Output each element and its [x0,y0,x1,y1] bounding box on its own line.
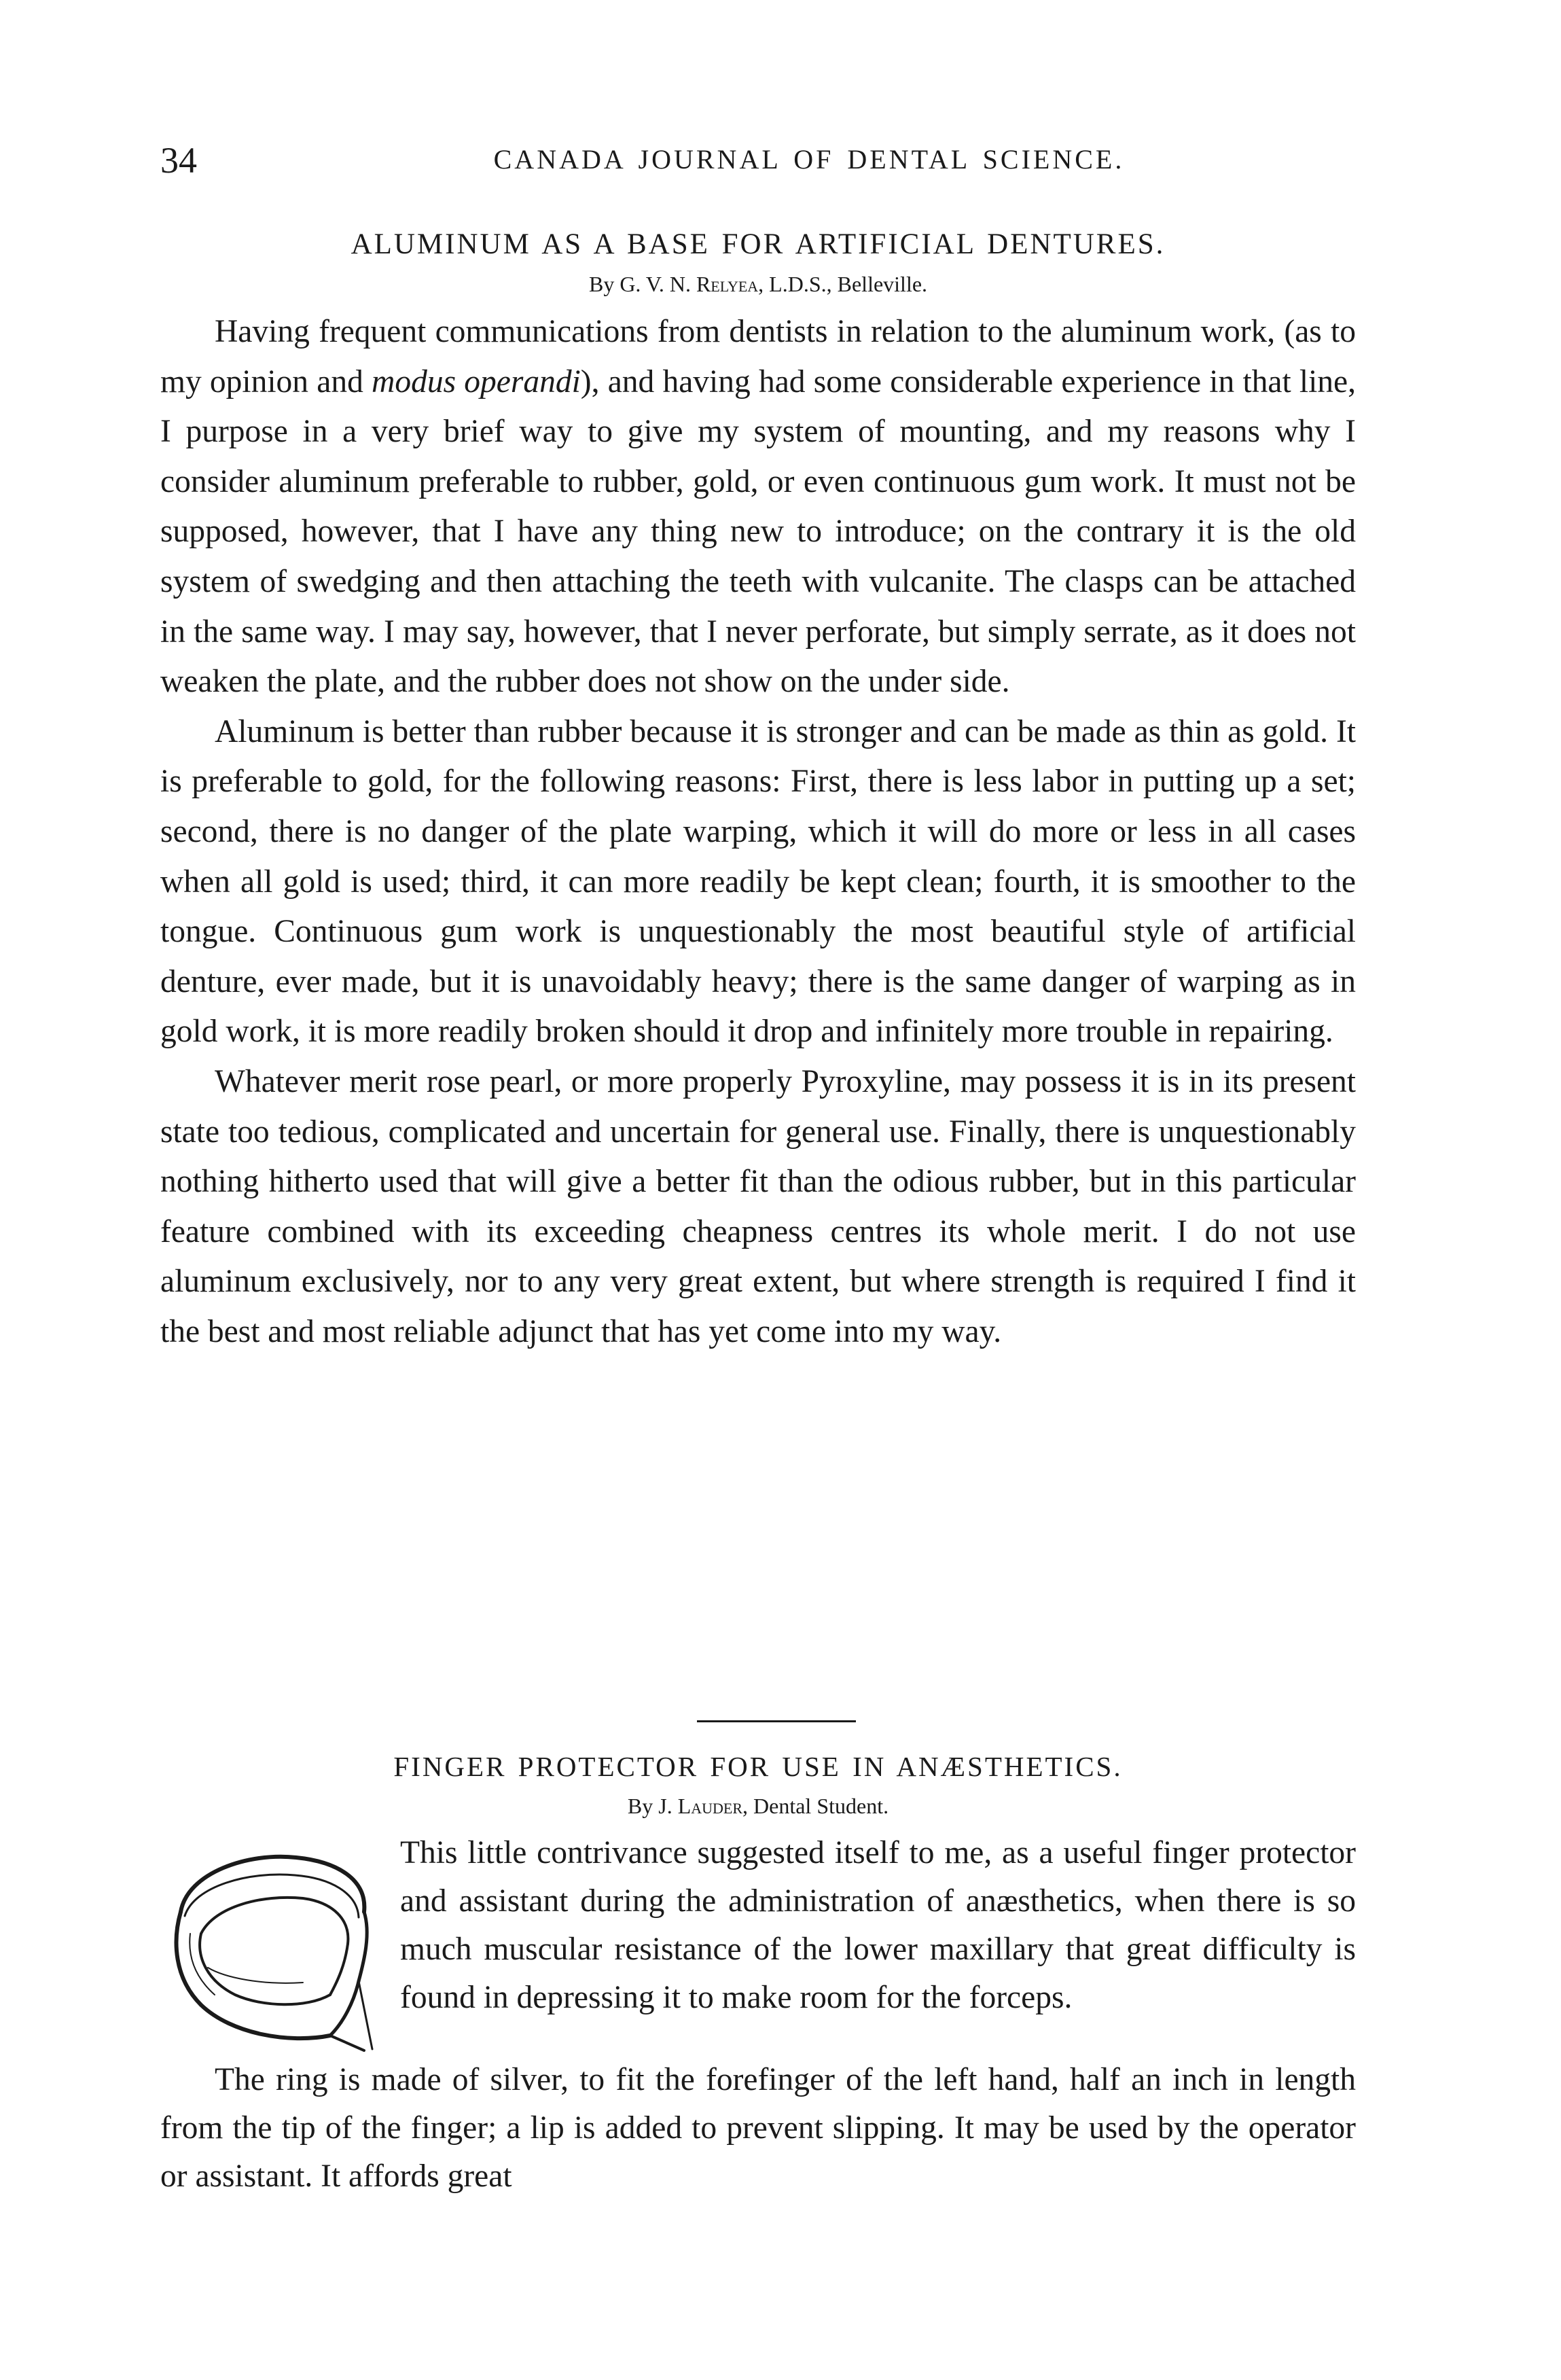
article-title: FINGER PROTECTOR FOR USE IN ANÆSTHETICS. [393,1751,1123,1782]
article-title: ALUMINUM AS A BASE FOR ARTIFICIAL DENTURES. [351,228,1166,260]
article-finger-protector [160,1746,1356,2201]
page-number: 34 [160,140,197,181]
article-body [160,307,1356,1357]
author-name: G. V. N. Relyea [620,272,759,296]
byline-prefix: By J. [627,1794,678,1818]
byline-suffix: , Dental Student. [742,1794,889,1818]
article-body [160,1829,1356,2201]
running-head [160,139,1356,180]
paragraph-text: Having frequent communications from dentists in relation to the aluminum work, (as to my opinion and [160,314,1356,399]
byline-prefix: By [588,272,620,296]
paragraph: Whatever merit rose pearl, or more properly Pyroxyline, may possess it is in its present state too tedious, complicated and uncertain for general use. Finally, there is unquestionably nothing hitherto used that will give a better fit than the odious rubber, but in this particular feature combined with its exceeding cheapness centres its whole merit. I do not use aluminum exclusively, nor to any very great extent, but where strength is required I find it the best and most reliable adjunct that has yet come into my way. [160,1063,1356,1349]
article-byline [160,1787,1356,1825]
author-name: Lauder [677,1794,743,1818]
finger-ring-illustration [160,1832,388,2056]
ring-icon [160,1832,388,2056]
paragraph [160,307,1356,707]
article-aluminum-dentures [160,224,1356,1357]
italic-phrase: modus operandi [372,363,581,399]
paragraph: The ring is made of silver, to fit the forefinger of the left hand, half an inch in length from the tip of the finger; a lip is added to prevent slipping. It may be used by the operator or assistant. It affords great [160,2062,1356,2194]
section-divider [697,1720,856,1722]
journal-title: CANADA JOURNAL OF DENTAL SCIENCE. [493,144,1125,175]
paragraph: This little contrivance suggested itself to me, as a useful finger protector and assistant during the administration of anæsthetics, when there is so much muscular resistance of the lower maxillary that great difficulty is found in depressing it to make room for the forceps. [400,1835,1356,2015]
paragraph-text: ), and having had some considerable experience in that line, I purpose in a very brief way to give my system of mounting, and my reasons why I consider aluminum preferable to rubber, gold, or even continuous gum work. It must not be supposed, however, that I have any thing new to introduce; on the contrary it is the old system of swedging and then attaching the teeth with vulcanite. The clasps can be attached in the same way. I may say, however, that I never perforate, but simply serrate, as it does not weaken the plate, and the rubber does not show on the under side. [160,363,1356,700]
article-byline [160,265,1356,303]
byline-suffix: , L.D.S., Belleville. [758,272,928,296]
paragraph: Aluminum is better than rubber because it is stronger and can be made as thin as gold. It is preferable to gold, for the following reasons: First, there is less labor in putting up a set; second, there is no danger of the plate warping, which it will do more or less in all cases when all gold is used; third, it can more readily be kept clean; fourth, it is smoother to the tongue. Continuous gum work is unquestionably the most beautiful style of artificial denture, ever made, but it is unavoidably heavy; there is the same danger of warping as in gold work, it is more readily broken should it drop and infinitely more trouble in repairing. [160,713,1356,1050]
